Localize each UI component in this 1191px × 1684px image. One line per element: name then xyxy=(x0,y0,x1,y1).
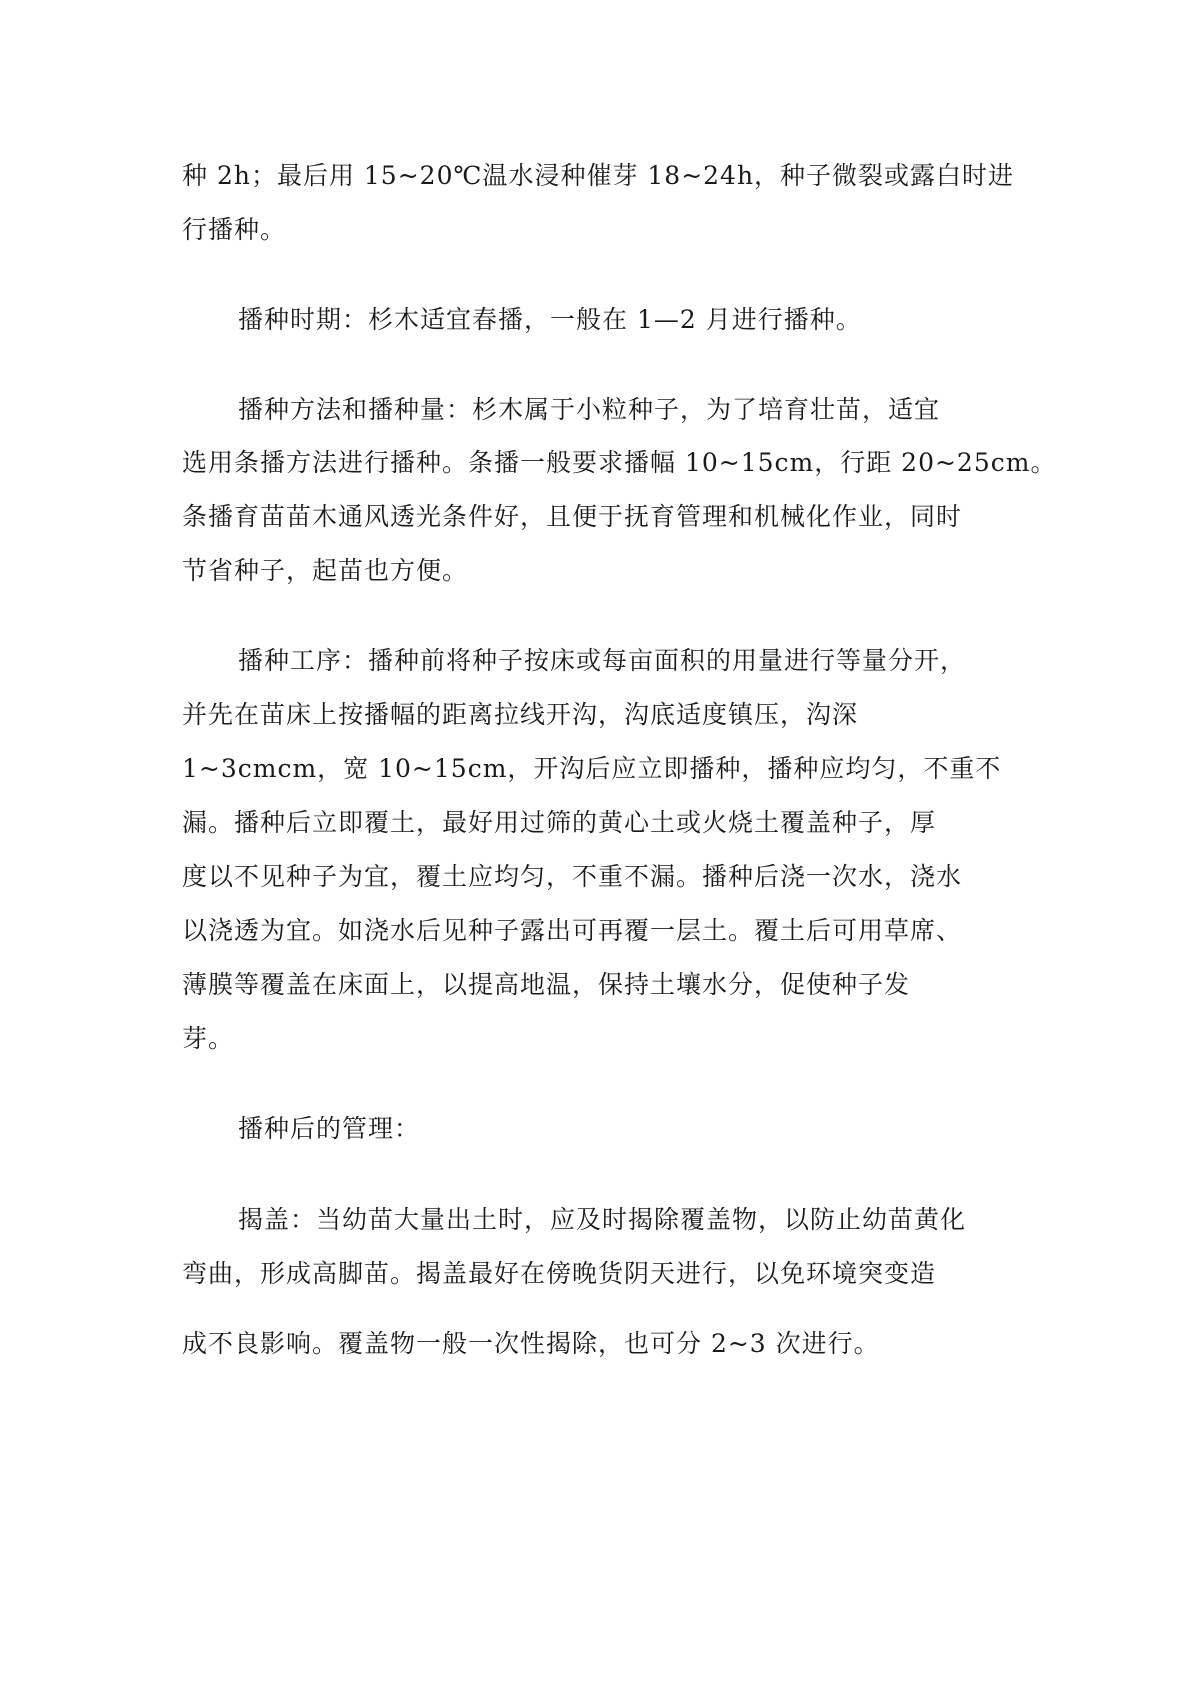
text-line: 播种工序：播种前将种子按床或每亩面积的用量进行等量分开， xyxy=(238,646,967,675)
text-line: 漏。播种后立即覆土，最好用过筛的黄心土或火烧土覆盖种子，厚 xyxy=(182,808,937,837)
text-line: 薄膜等覆盖在床面上，以提高地温，保持土壤水分，促使种子发 xyxy=(182,970,911,999)
text-line: 播种后的管理： xyxy=(238,1114,421,1143)
text-line: 并先在苗床上按播幅的距离拉线开沟，沟底适度镇压，沟深 xyxy=(182,700,859,729)
text-line: 种 2h；最后用 15~20℃温水浸种催芽 18~24h，种子微裂或露白时进 xyxy=(182,161,1015,190)
text-line: 芽。 xyxy=(182,1024,235,1053)
text-line: 揭盖：当幼苗大量出土时，应及时揭除覆盖物，以防止幼苗黄化 xyxy=(238,1205,967,1234)
text-line: 行播种。 xyxy=(182,215,287,244)
text-line: 条播育苗苗木通风透光条件好，且便于抚育管理和机械化作业，同时 xyxy=(182,502,963,531)
text-line: 1~3cmcm，宽 10~15cm，开沟后应立即播种，播种应均匀，不重不 xyxy=(182,754,1002,783)
text-line: 节省种子，起苗也方便。 xyxy=(182,556,469,585)
text-line: 成不良影响。覆盖物一般一次性揭除，也可分 2~3 次进行。 xyxy=(182,1329,880,1358)
text-line: 以浇透为宜。如浇水后见种子露出可再覆一层土。覆土后可用草席、 xyxy=(182,916,963,945)
text-line: 度以不见种子为宜，覆土应均匀，不重不漏。播种后浇一次水，浇水 xyxy=(182,862,963,891)
text-line: 播种方法和播种量：杉木属于小粒种子，为了培育壮苗，适宜 xyxy=(238,395,941,424)
text-line: 弯曲，形成高脚苗。揭盖最好在傍晚货阴天进行，以免环境突变造 xyxy=(182,1259,937,1288)
text-line: 播种时期：杉木适宜春播，一般在 1—2 月进行播种。 xyxy=(238,305,862,334)
text-line: 选用条播方法进行播种。条播一般要求播幅 10~15cm，行距 20~25cm。 xyxy=(182,448,1057,477)
